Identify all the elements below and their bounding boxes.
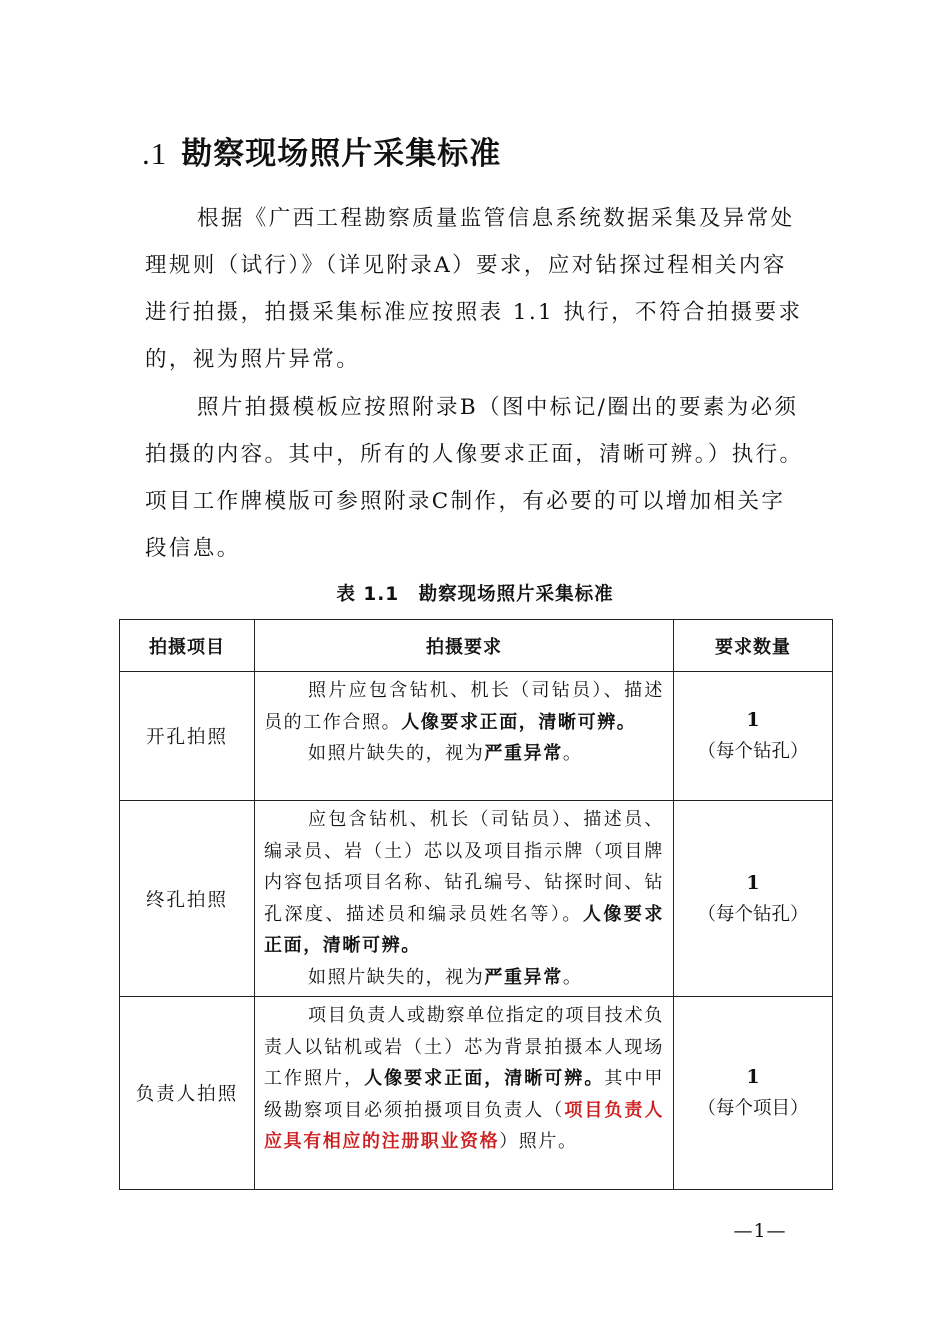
template-paragraph: 照片拍摄模板应按照附录B（图中标记/圈出的要素为必须拍摄的内容。其中，所有的人像要求正面，清晰可辨。）执行。项目工作牌模版可参照附录C制作，有必要的可以增加相关字段信息。 [145, 395, 804, 561]
quantity-unit: （每个钻孔） [697, 903, 809, 925]
requirement-bold: 人像要求正面，清晰可辨。 [364, 1068, 605, 1089]
header-quantity: 要求数量 [674, 620, 833, 672]
table-header-row [120, 620, 833, 672]
note-bold: 严重异常 [484, 966, 563, 988]
section-title: 勘察现场照片采集标准 [181, 136, 502, 172]
row-quantity [674, 801, 833, 997]
requirement-plain: 项目负责人或勘察单位指定的项目技术负责人以钻机或岩（土）芯为背景拍摄本人现场工作照片， [264, 1005, 664, 1089]
quantity-unit: （每个钻孔） [697, 741, 809, 762]
section-heading [142, 128, 501, 173]
requirement-plain: 应包含钻机、机长（司钻员）、描述员、编录员、岩（土）芯以及项目指示牌（项目牌内容包括项目名称、钻孔编号、钻探时间、钻孔深度、描述员和编录员姓名等）。 [264, 809, 664, 925]
requirement-note [264, 962, 664, 994]
table-caption: 表 1.1 勘察现场照片采集标准 [336, 584, 614, 605]
note-suffix: 。 [562, 966, 583, 988]
section-number: .1 [142, 136, 168, 171]
row-requirement [255, 801, 674, 997]
note-prefix: 如照片缺失的，视为 [308, 966, 485, 988]
table-row [120, 801, 833, 997]
requirement-plain-2: 其中甲级勘察项目必须拍摄项目负责人（ [264, 1068, 664, 1121]
requirement-text [264, 804, 664, 962]
requirement-text [264, 675, 664, 738]
requirement-text [264, 1000, 664, 1158]
header-requirement: 拍摄要求 [255, 620, 674, 672]
quantity-value: 1 [746, 1066, 760, 1088]
row-quantity [674, 672, 833, 801]
requirement-note [264, 738, 664, 770]
page-number: —1— [733, 1220, 787, 1242]
table-row [120, 997, 833, 1190]
row-requirement [255, 997, 674, 1190]
note-bold: 严重异常 [484, 743, 563, 764]
quantity-unit: （每个项目） [697, 1098, 809, 1119]
requirement-bold: 人像要求正面，清晰可辨。 [401, 711, 637, 733]
row-requirement [255, 672, 674, 801]
row-item: 终孔拍照 [120, 801, 255, 997]
note-prefix: 如照片缺失的，视为 [308, 743, 485, 764]
requirement-plain-3: ）照片。 [499, 1131, 578, 1152]
quantity-value: 1 [746, 871, 760, 894]
note-suffix: 。 [562, 743, 583, 764]
requirement-plain: 照片应包含钻机、机长（司钻员）、描述员的工作合照。 [264, 680, 664, 733]
quantity-value: 1 [746, 709, 760, 731]
row-quantity [674, 997, 833, 1190]
row-item: 开孔拍照 [120, 672, 255, 801]
requirement-bold: 人像要求正面，清晰可辨。 [264, 903, 664, 956]
row-item: 负责人拍照 [120, 997, 255, 1190]
intro-paragraph: 根据《广西工程勘察质量监管信息系统数据采集及异常处理规则（试行）》（详见附录A）要求，应对钻探过程相关内容进行拍摄，拍摄采集标准应按照表 1.1 执行，不符合拍摄要求的，视为照片异常。 [145, 206, 803, 372]
table-row [120, 672, 833, 801]
header-item: 拍摄项目 [120, 620, 255, 672]
photo-standard-table [119, 619, 833, 1190]
requirement-red-emphasis: 项目负责人应具有相应的注册职业资格 [264, 1099, 665, 1152]
